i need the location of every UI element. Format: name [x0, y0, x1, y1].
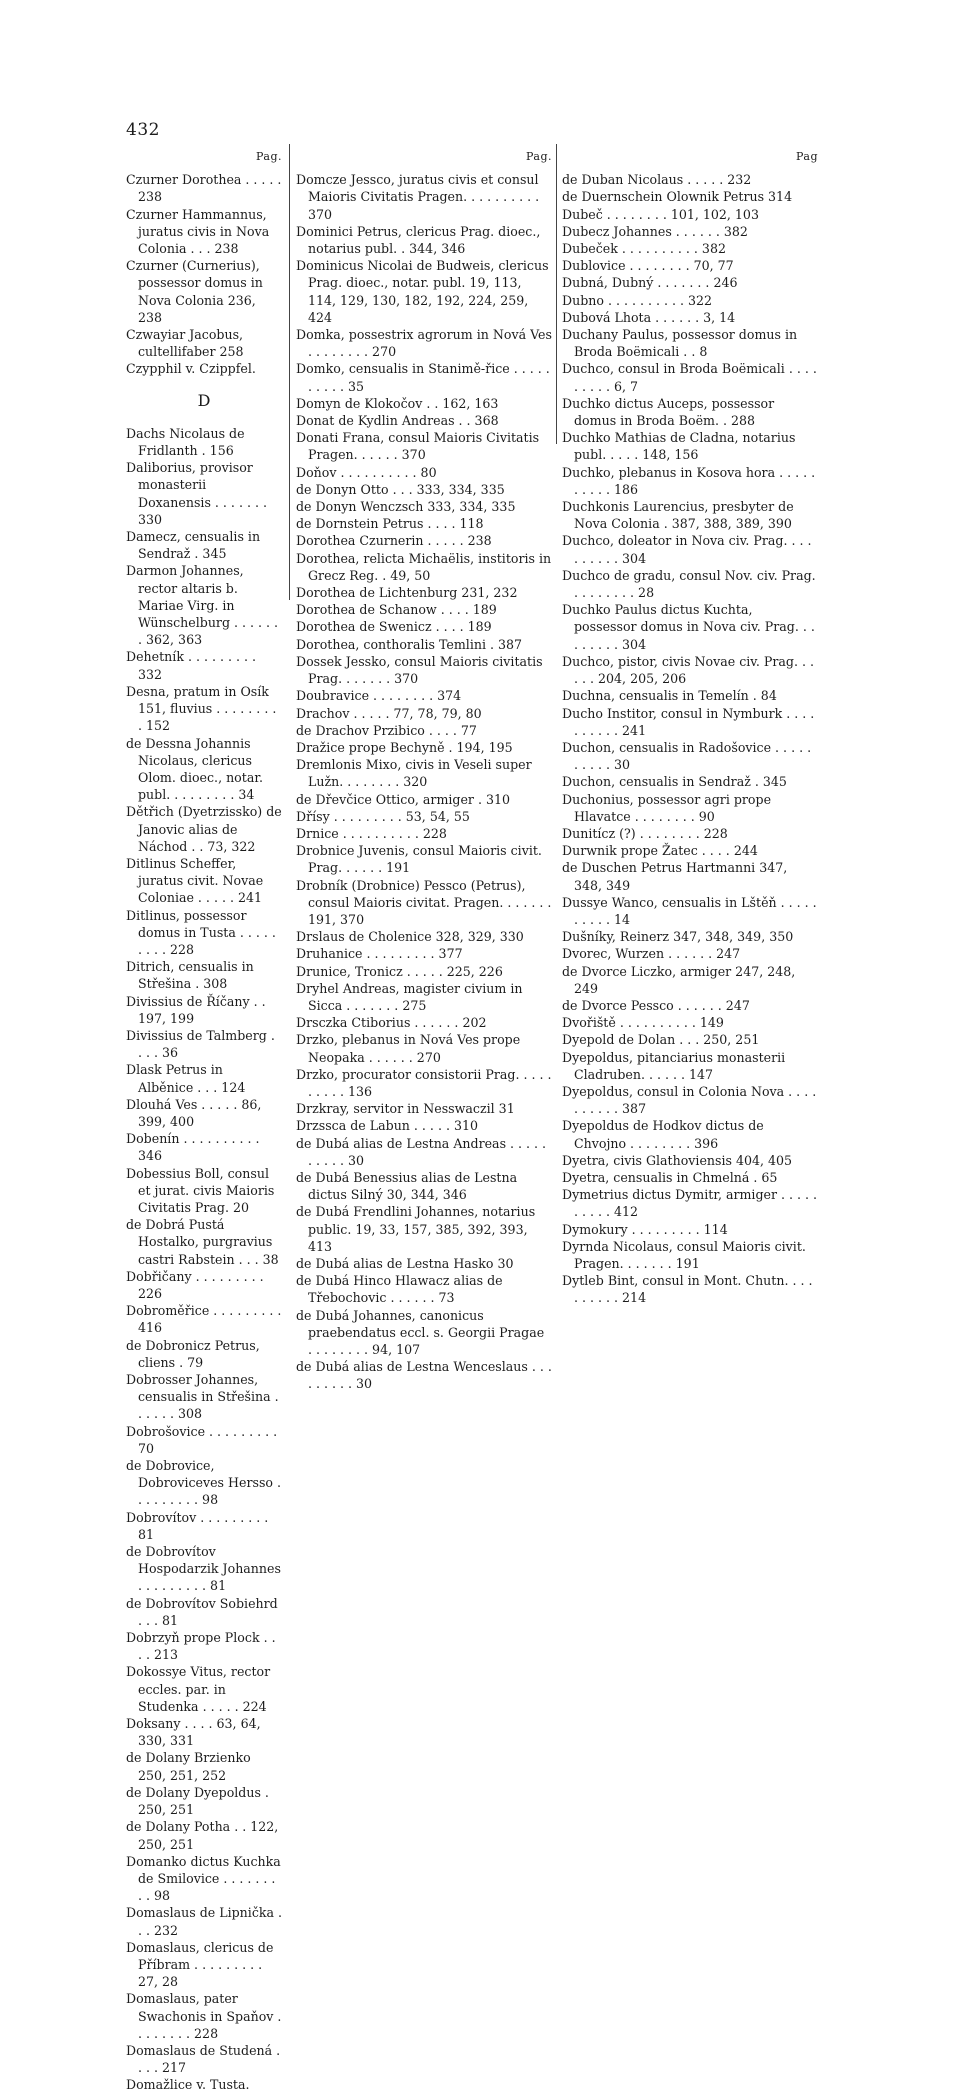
- page-number: 432: [126, 120, 160, 140]
- index-entry: Darmon Johannes, rector altaris b. Mariae Virg. in Wünschelburg . . . . . . . 362, 363: [126, 563, 279, 648]
- index-entry: de Dolany Potha . . 122, 250, 251: [126, 1819, 279, 1852]
- index-entry: Domaslaus, pater Swachonis in Spaňov . . . . . . . . 228: [126, 1991, 282, 2041]
- index-entry: de Dolany Dyepoldus . 250, 251: [126, 1784, 269, 1818]
- index-entry: Drobník (Drobnice) Pessco (Petrus), consul Maioris civitat. Pragen. . . . . . . 191, 370: [296, 877, 552, 927]
- index-entry: de Dubá Frendlini Johannes, notarius public. 19, 33, 157, 385, 392, 393, 413: [296, 1204, 536, 1254]
- index-entry: Czwayiar Jacobus, cultellifaber 258: [126, 327, 244, 360]
- index-column-3: [562, 148, 818, 1306]
- index-entry: Duchco, pistor, civis Novae civ. Prag. . . . . . 204, 205, 206: [562, 653, 815, 687]
- index-entry: Dobrovítov . . . . . . . . . 81: [126, 1509, 269, 1542]
- index-entry: de Donyn Otto . . . 333, 334, 335: [296, 481, 505, 497]
- index-entry: Dobenín . . . . . . . . . . 346: [126, 1131, 260, 1164]
- index-entry: Dorothea, conthoralis Temlini . 387: [296, 636, 523, 652]
- index-entry: Drzko, procurator consistorii Prag. . . . . . . . . . 136: [296, 1066, 552, 1099]
- index-entry: Dachs Nicolaus de Fridlanth . 156: [126, 425, 245, 459]
- index-entry: Dyepoldus de Hodkov dictus de Chvojno . . . . . . . . 396: [562, 1118, 764, 1151]
- index-entry: de Dobrovice, Dobroviceves Hersso . . . . . . . . . 98: [126, 1458, 281, 1508]
- index-entry: de Dřevčice Ottico, armiger . 310: [296, 791, 510, 807]
- index-entry: Dvorec, Wurzen . . . . . . 247: [562, 946, 741, 962]
- index-entry: Ditrich, censualis in Střešina . 308: [126, 959, 254, 992]
- index-entry: Drachov . . . . . 77, 78, 79, 80: [296, 705, 482, 721]
- index-entry: Druhanice . . . . . . . . . 377: [296, 946, 463, 962]
- index-entry: Dokossye Vitus, rector eccles. par. in Studenka . . . . . 224: [126, 1664, 271, 1714]
- index-entry: Czypphil v. Czippfel.: [126, 361, 256, 377]
- index-entry: de Dornstein Petrus . . . . 118: [296, 516, 484, 532]
- index-entry: Durwnik prope Žatec . . . . 244: [562, 843, 758, 859]
- index-entry: Duchon, censualis in Sendraž . 345: [562, 774, 787, 790]
- index-entry: Duchkonis Laurencius, presbyter de Nova Colonia . 387, 388, 389, 390: [562, 499, 794, 532]
- index-entry: de Dobronicz Petrus, cliens . 79: [126, 1337, 260, 1370]
- column-header-pag: Pag.: [525, 150, 552, 163]
- index-entry: Dorothea de Schanow . . . . 189: [296, 602, 497, 618]
- index-entry: Dyrnda Nicolaus, consul Maioris civit. Pragen. . . . . . . 191: [562, 1238, 806, 1271]
- index-entry: Drslaus de Cholenice 328, 329, 330: [296, 929, 524, 945]
- index-entry: de Drachov Przibico . . . . 77: [296, 722, 477, 738]
- index-column-1: [126, 148, 283, 2093]
- index-entry: Dorothea de Swenicz . . . . 189: [296, 619, 492, 635]
- index-entry: de Dubá Johannes, canonicus praebendatus eccl. s. Georgii Pragae . . . . . . . . 94, 107: [296, 1307, 545, 1358]
- index-entry: Donat de Kydlin Andreas . . 368: [296, 413, 499, 429]
- index-entry: Dobrzyň prope Plock . . . . 213: [126, 1630, 276, 1663]
- index-entry: Duchko Paulus dictus Kuchta, possessor domus in Nova civ. Prag. . . . . . . . . 304: [562, 602, 815, 652]
- index-entry: Dussye Wanco, censualis in Lštěň . . . . . . . . . . 14: [562, 894, 817, 927]
- index-entry: Drnice . . . . . . . . . . 228: [296, 825, 447, 841]
- index-entry: de Donyn Wenczsch 333, 334, 335: [296, 499, 516, 515]
- index-entry: Dyepoldus, consul in Colonia Nova . . . . . . . . . . 387: [562, 1083, 817, 1117]
- index-entry: Dorothea Czurnerin . . . . . 238: [296, 533, 492, 549]
- index-entry: de Dubá alias de Lestna Wenceslaus . . . . . . . . . 30: [296, 1359, 552, 1392]
- column-header-pag: Pag: [795, 150, 818, 163]
- index-entry: de Dubá alias de Lestna Andreas . . . . . . . . . . 30: [296, 1135, 547, 1168]
- index-entry: de Dvorce Liczko, armiger 247, 248, 249: [562, 963, 796, 996]
- index-entry: Dunitícz (?) . . . . . . . . 228: [562, 825, 728, 841]
- index-entry: Dorothea, relicta Michaëlis, institoris in Grecz Reg. . 49, 50: [296, 550, 552, 583]
- index-entry: Dvořiště . . . . . . . . . . 149: [562, 1015, 724, 1031]
- index-entry: Dyepold de Dolan . . . 250, 251: [562, 1032, 760, 1048]
- index-column-2: [296, 148, 552, 1392]
- column-header-pag: Pag.: [255, 150, 282, 163]
- index-entry: de Dobrá Pustá Hostalko, purgravius castri Rabstein . . . 38: [126, 1217, 279, 1267]
- index-entry: Divissius de Talmberg . . . . 36: [126, 1027, 275, 1061]
- index-entry: Doksany . . . . 63, 64, 330, 331: [126, 1716, 261, 1749]
- index-entry: Duchko dictus Auceps, possessor domus in Broda Boëm. . 288: [562, 395, 775, 429]
- index-entry: Dymetrius dictus Dymitr, armiger . . . . . . . . . . 412: [562, 1187, 818, 1220]
- index-entry: Drobnice Juvenis, consul Maioris civit. Prag. . . . . . 191: [296, 843, 542, 876]
- index-entry: Doňov . . . . . . . . . . 80: [296, 464, 437, 480]
- index-entry: Czurner Dorothea . . . . . 238: [126, 172, 282, 205]
- index-entry: Dubová Lhota . . . . . . 3, 14: [562, 309, 736, 325]
- index-entry: de Duschen Petrus Hartmanni 347, 348, 349: [562, 860, 788, 893]
- index-entry: de Dvorce Pessco . . . . . . 247: [562, 997, 750, 1013]
- index-entry: Drsczka Ctiborius . . . . . . 202: [296, 1015, 487, 1031]
- index-entry: Ducho Institor, consul in Nymburk . . . . . . . . . . 241: [562, 705, 815, 738]
- index-entry: Dryhel Andreas, magister civium in Sicca . . . . . . . 275: [296, 980, 523, 1013]
- index-entry: Duchko Mathias de Cladna, notarius publ. . . . . 148, 156: [562, 430, 796, 463]
- index-entry: Drzkray, servitor in Nesswaczil 31: [296, 1101, 515, 1117]
- index-entry: Dublovice . . . . . . . . 70, 77: [562, 258, 734, 274]
- index-entry: Dobroměřice . . . . . . . . . 416: [126, 1303, 282, 1336]
- index-entry: Desna, pratum in Osík 151, fluvius . . . . . . . . . 152: [126, 683, 277, 734]
- index-entry: Duchco, doleator in Nova civ. Prag. . . . . . . . . . 304: [562, 533, 812, 566]
- index-entry: Dyepoldus, pitanciarius monasterii Cladruben. . . . . . 147: [562, 1049, 786, 1082]
- index-entry: Domaslaus de Studená . . . . 217: [126, 2042, 281, 2076]
- index-entry: Dominicus Nicolai de Budweis, clericus Prag. dioec., notar. publ. 19, 113, 114, 129, 130, 182, 192, 224, 259, 424: [296, 258, 549, 325]
- index-entry: Dobessius Boll, consul et jurat. civis Maioris Civitatis Prag. 20: [126, 1165, 275, 1215]
- index-entry: Drzssca de Labun . . . . . 310: [296, 1118, 478, 1134]
- index-entry: Drunice, Tronicz . . . . . 225, 226: [296, 963, 503, 979]
- index-entry: Doubravice . . . . . . . . 374: [296, 688, 462, 704]
- index-entry: Dehetník . . . . . . . . . 332: [126, 649, 257, 682]
- column-divider-1: [289, 144, 290, 600]
- index-entry: Czurner (Curnerius), possessor domus in Nova Colonia 236, 238: [126, 258, 263, 325]
- index-entry: Dubno . . . . . . . . . . 322: [562, 292, 713, 308]
- index-entry: de Dolany Brzienko 250, 251, 252: [126, 1750, 251, 1783]
- index-entry: Dubeč . . . . . . . . 101, 102, 103: [562, 206, 759, 222]
- index-entry: de Dessna Johannis Nicolaus, clericus Olom. dioec., notar. publ. . . . . . . . . 34: [126, 735, 263, 803]
- index-entry: Dyetra, censualis in Chmelná . 65: [562, 1169, 778, 1185]
- index-entry: Daliborius, provisor monasterii Doxanensis . . . . . . . 330: [126, 460, 267, 527]
- index-entry: Duchna, censualis in Temelín . 84: [562, 688, 777, 704]
- index-entry: Dřísy . . . . . . . . . 53, 54, 55: [296, 808, 470, 824]
- index-entry: Duchany Paulus, possessor domus in Broda Boëmicali . . 8: [562, 327, 798, 360]
- index-entry: de Dubá alias de Lestna Hasko 30: [296, 1256, 514, 1271]
- index-entry: Duchco, consul in Broda Boëmicali . . . . . . . . . 6, 7: [562, 361, 817, 394]
- index-entry: Czurner Hammannus, juratus civis in Nova Colonia . . . 238: [126, 206, 270, 257]
- index-entry: Domyn de Klokočov . . 162, 163: [296, 395, 499, 411]
- index-entry: Ditlinus Scheffer, juratus civit. Novae Coloniae . . . . . 241: [126, 855, 264, 906]
- index-entry: Dorothea de Lichtenburg 231, 232: [296, 585, 518, 601]
- index-entry: Dobrošovice . . . . . . . . . 70: [126, 1423, 278, 1456]
- index-entry: Duchco de gradu, consul Nov. civ. Prag. . . . . . . . . 28: [562, 567, 816, 601]
- index-entry: Dubeček . . . . . . . . . . 382: [562, 241, 726, 257]
- index-entry: Dubná, Dubný . . . . . . . 246: [562, 275, 738, 291]
- index-entry: de Duernschein Olownik Petrus 314: [562, 189, 793, 205]
- index-entry: Dobrosser Johannes, censualis in Střešina . . . . . . 308: [126, 1372, 279, 1422]
- index-entry: Duchko, plebanus in Kosova hora . . . . . . . . . . 186: [562, 464, 816, 497]
- index-entry: Domažlice v. Tusta.: [126, 2077, 250, 2093]
- index-entry: Domaslaus, clericus de Příbram . . . . . . . . . 27, 28: [126, 1939, 274, 1990]
- index-entry: Dlouhá Ves . . . . . 86, 399, 400: [126, 1096, 262, 1129]
- index-entry: Dremlonis Mixo, civis in Veseli super Lužn. . . . . . . . 320: [296, 757, 532, 790]
- index-entry: Domka, possestrix agrorum in Nová Ves . . . . . . . . 270: [296, 327, 552, 360]
- index-entry: Dlask Petrus in Alběnice . . . 124: [126, 1062, 246, 1095]
- index-entry: Duchonius, possessor agri prope Hlavatce . . . . . . . . 90: [562, 791, 772, 824]
- index-entry: Dyetra, civis Glathoviensis 404, 405: [562, 1152, 793, 1168]
- index-entry: Dubecz Johannes . . . . . . 382: [562, 223, 748, 239]
- index-entry: de Dobrovítov Hospodarzik Johannes . . . . . . . . . 81: [126, 1544, 281, 1594]
- index-entry: Dominici Petrus, clericus Prag. dioec., notarius publ. . 344, 346: [296, 223, 541, 257]
- index-entry: Duchon, censualis in Radošovice . . . . . . . . . . 30: [562, 739, 812, 773]
- index-entry: Domko, censualis in Stanimě-řice . . . . . . . . . . 35: [296, 361, 550, 394]
- index-entry: Dětřich (Dyetrzissko) de Janovic alias de Náchod . . 73, 322: [126, 804, 282, 854]
- index-entry: Domanko dictus Kuchka de Smilovice . . . . . . . . . 98: [126, 1853, 281, 1904]
- index-entry: de Duban Nicolaus . . . . . 232: [562, 172, 752, 188]
- index-entry: Dražice prope Bechyně . 194, 195: [296, 739, 513, 755]
- index-entry: Dytleb Bint, consul in Mont. Chutn. . . . . . . . . . 214: [562, 1273, 813, 1306]
- index-entry: Ditlinus, possessor domus in Tusta . . . . . . . . . 228: [126, 907, 276, 957]
- index-entry: Dušníky, Reinerz 347, 348, 349, 350: [562, 929, 794, 945]
- index-entry: Domaslaus de Lipnička . . . 232: [126, 1905, 283, 1938]
- index-entry: Divissius de Říčany . . 197, 199: [126, 993, 266, 1026]
- index-entry: Damecz, censualis in Sendraž . 345: [126, 529, 261, 562]
- index-entry: Dobřičany . . . . . . . . . 226: [126, 1268, 264, 1301]
- index-entry: Donati Frana, consul Maioris Civitatis Pragen. . . . . . 370: [296, 430, 540, 463]
- index-entry: de Dobrovítov Sobiehrd . . . 81: [126, 1595, 278, 1628]
- index-entry: Domcze Jessco, juratus civis et consul Maioris Civitatis Pragen. . . . . . . . . . 370: [296, 172, 540, 222]
- index-entry: de Dubá Benessius alias de Lestna dictus Silný 30, 344, 346: [296, 1169, 518, 1203]
- index-entry: Drzko, plebanus in Nová Ves prope Neopaka . . . . . . 270: [296, 1032, 521, 1065]
- index-entry: Dossek Jessko, consul Maioris civitatis Prag. . . . . . . 370: [296, 653, 543, 687]
- index-entry: Dymokury . . . . . . . . . 114: [562, 1221, 728, 1237]
- column-divider-2: [556, 144, 557, 444]
- index-entry: de Dubá Hinco Hlawacz alias de Třebochovic . . . . . . 73: [296, 1273, 503, 1306]
- section-letter: D: [197, 390, 211, 410]
